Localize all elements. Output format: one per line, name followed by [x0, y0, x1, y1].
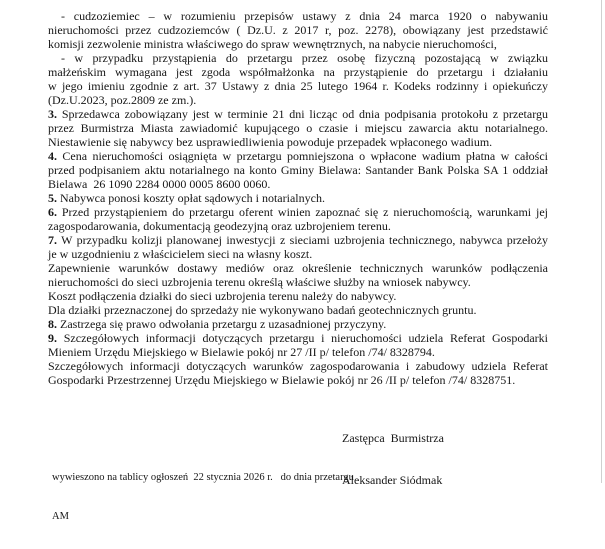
document-line: [48, 65, 548, 79]
document-line: [48, 331, 548, 345]
document-line: [48, 51, 548, 65]
line-text: zagospodarowania, dokumentacją geodezyjną oraz uzbrojeniem terenu.: [48, 219, 391, 233]
line-text: Szczegółowych informacji dotyczących warunków zagospodarowania i zabudowy udziela Referat: [48, 359, 548, 373]
signature-block: [342, 403, 444, 515]
line-text: Bielawa 26 1090 2284 0000 0005 8600 0060.: [48, 177, 271, 191]
paragraph-number: 7.: [48, 233, 57, 247]
footer-block: [52, 445, 354, 549]
line-text: je w uzgodnieniu z właścicielem sieci na własny koszt.: [48, 247, 313, 261]
document-line: [48, 317, 548, 331]
line-text: Koszt podłączenia działki do sieci uzbrojenia terenu należy do nabywcy.: [48, 289, 397, 303]
line-text: komisji zezwolenie ministra właściwego do spraw wewnętrznych, na nabycie nieruchomości,: [48, 37, 497, 51]
line-text: Nabywca ponosi koszty opłat sądowych i notarialnych.: [57, 191, 325, 205]
document-line: [48, 107, 548, 121]
line-text: przed podpisaniem aktu notarialnego na konto Gminy Bielawa: Santander Bank Polska SA 1 oddział: [48, 163, 548, 177]
paragraph-number: 6.: [48, 205, 57, 219]
document-line: [48, 373, 548, 387]
document-body: [48, 9, 548, 387]
document-line: [48, 303, 548, 317]
line-text: nieruchomości do sieci uzbrojenia terenu określą właściwe służby na wniosek nabywcy.: [48, 275, 471, 289]
document-line: [48, 37, 548, 51]
document-line: [48, 359, 548, 373]
line-text: w jego imieniu zgodnie z art. 37 Ustawy z dnia 25 lutego 1964 r. Kodeks rodzinny i opiekuńczy: [48, 79, 548, 93]
document-line: [48, 261, 548, 275]
line-text: W przypadku kolizji planowanej inwestycji z sieciami uzbrojenia technicznego, nabywca przełoży: [57, 233, 548, 247]
document-line: [48, 9, 548, 23]
document-line: [48, 191, 548, 205]
document-line: [48, 177, 548, 191]
document-line: [48, 93, 548, 107]
document-line: [48, 275, 548, 289]
paragraph-number: 4.: [48, 149, 57, 163]
line-text: Szczegółowych informacji dotyczących przetargu i nieruchomości udziela Referat Gospodarki: [57, 331, 548, 345]
document-line: [48, 345, 548, 359]
document-line: [48, 205, 548, 219]
scan-edge-line: [601, 0, 602, 483]
line-text: (Dz.U.2023, poz.2809 ze zm.).: [48, 93, 197, 107]
line-text: przez Burmistrza Miasta zawiadomić kupującego o czasie i miejscu zawarcia aktu notarialnego.: [48, 121, 548, 135]
line-text: Mieniem Urzędu Miejskiego w Bielawie pokój nr 27 /II p/ telefon /74/ 8328794.: [48, 345, 435, 359]
paragraph-number: 5.: [48, 191, 57, 205]
paragraph-number: 3.: [48, 107, 57, 121]
document-line: [48, 289, 548, 303]
document-line: [48, 135, 548, 149]
posting-note: wywieszono na tablicy ogłoszeń 22 stycznia 2026 r. do dnia przetargu: [52, 472, 354, 483]
document-line: [48, 149, 548, 163]
initials: AM: [52, 511, 69, 522]
line-text: Zastrzega się prawo odwołania przetargu z uzasadnionej przyczyny.: [57, 317, 387, 331]
line-text: Niestawienie się nabywcy bez usprawiedliwienia powoduje przepadek wpłaconego wadium.: [48, 135, 493, 149]
line-text: Gospodarki Przestrzennej Urzędu Miejskiego w Bielawie pokój nr 26 /II p/ telefon /74/ 8328751.: [48, 373, 516, 387]
paragraph-number: 9.: [48, 331, 57, 345]
line-text: Dla działki przeznaczonej do sprzedaży nie wykonywano badań geotechnicznych gruntu.: [48, 303, 477, 317]
line-text: Zapewnienie warunków dostawy mediów oraz określenie technicznych warunków podłączenia: [48, 261, 548, 275]
line-text: Przed przystąpieniem do przetargu oferent winien zapoznać się z nieruchomością, warunkami jej: [57, 205, 548, 219]
line-text: Cena nieruchomości osiągnięta w przetargu pomniejszona o wpłacone wadium płatna w całości: [57, 149, 548, 163]
line-text: małżeńskim wymagana jest zgoda współmałżonka na przystąpienie do przetargu i działaniu: [48, 65, 548, 79]
line-text: - cudzoziemiec – w rozumieniu przepisów ustawy z dnia 24 marca 1920 o nabywaniu: [61, 9, 548, 23]
document-line: [48, 233, 548, 247]
line-text: - w przypadku przystąpienia do przetargu przez osobę fizyczną pozostającą w związku: [61, 51, 548, 65]
signature-title: Zastępca Burmistrza: [342, 431, 444, 445]
paragraph-number: 8.: [48, 317, 57, 331]
line-text: Sprzedawca zobowiązany jest w terminie 21 dni licząc od dnia podpisania protokołu z przetargu: [57, 107, 548, 121]
document-line: [48, 219, 548, 233]
document-line: [48, 247, 548, 261]
signature-name: Aleksander Siódmak: [342, 473, 443, 487]
document-line: [48, 163, 548, 177]
document-line: [48, 79, 548, 93]
document-line: [48, 23, 548, 37]
document-line: [48, 121, 548, 135]
line-text: nieruchomości przez cudzoziemców ( Dz.U. z 2017 r, poz. 2278), obowiązany jest przedstawić: [48, 23, 548, 37]
